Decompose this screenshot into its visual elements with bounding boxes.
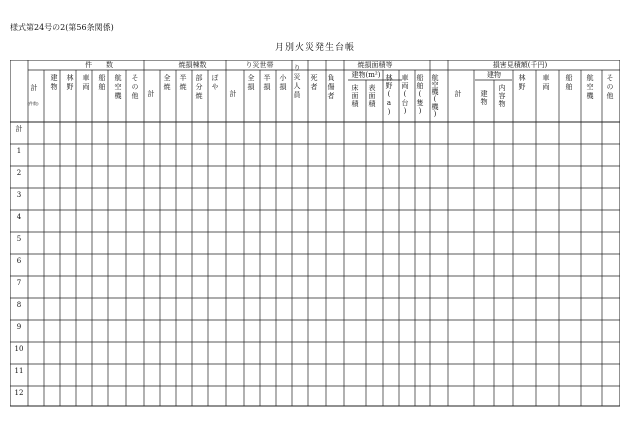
row-label: 1 [16,147,22,155]
household-group-header: り災世帯 [245,61,274,69]
burn-total-header: 計 [147,90,155,99]
area-col-aircraft: 航空機(機) [431,74,439,118]
burn-col-half: 半焼 [179,74,187,92]
loss-group-header: 損害見積額(千円) [492,61,548,69]
loss-col-contents: 内容物 [498,84,506,108]
household-total-header: 計 [229,90,237,99]
area-building-group: 建物(m²) [351,71,381,79]
burn-col-smoulder: ぼや [211,74,219,92]
row-label: 6 [16,257,22,265]
count-col-aircraft: 航空機 [114,74,122,101]
row-label: 3 [16,191,22,199]
count-col-other: その他 [131,74,139,101]
burn-group-header: 焼損棟数 [178,61,207,69]
burn-col-partial: 部分焼 [195,74,203,101]
household-col-minor: 小損 [279,74,287,92]
table-grid [10,60,620,410]
row-label: 9 [16,323,22,331]
count-col-vehicle: 車両 [82,74,90,92]
area-col-forest: 林野(a) [385,74,393,117]
household-col-full: 全損 [247,74,255,92]
row-label: 12 [14,389,24,397]
row-label: 7 [16,279,22,287]
row-label: 10 [14,345,24,353]
form-number: 様式第24号の2(第56条関係) [10,23,114,32]
row-label: 4 [16,213,22,221]
loss-col-building: 建物 [480,90,488,106]
area-group-header: 焼損面積等 [357,61,393,69]
burn-col-full: 全焼 [163,74,171,92]
count-total-note: (件数) [27,101,39,106]
area-col-ship: 船舶(隻) [416,74,424,116]
loss-total-header: 計 [454,90,462,99]
row-label: 8 [16,301,22,309]
row-label: 11 [14,367,24,375]
area-col-floor: 床面積 [351,84,359,108]
loss-col-ship: 船舶 [565,74,573,92]
count-total-header: 計 [30,84,38,93]
loss-col-other: その他 [606,74,614,101]
row-label: 5 [16,235,22,243]
loss-col-aircraft: 航空機 [586,74,594,101]
area-col-surface: 表面積 [368,84,376,108]
count-col-building: 建物 [50,74,58,92]
ledger-table [10,60,620,410]
household-col-half: 半損 [263,74,271,92]
count-col-forest: 林野 [66,74,74,92]
loss-building-group: 建物 [487,71,501,79]
loss-col-forest: 林野 [518,74,526,92]
ledger-title: 月別火災発生台帳 [274,43,355,53]
dead-header: 死者 [310,74,318,92]
loss-col-vehicle: 車両 [542,74,550,92]
row-label: 計 [15,125,23,133]
row-label: 2 [16,169,22,177]
injured-header: 負傷者 [327,74,335,101]
count-col-ship: 船舶 [98,74,106,92]
victims-header: り災人員 [293,64,301,100]
count-group-header: 件 数 [85,61,113,69]
area-col-vehicle: 車両(台) [401,74,409,116]
